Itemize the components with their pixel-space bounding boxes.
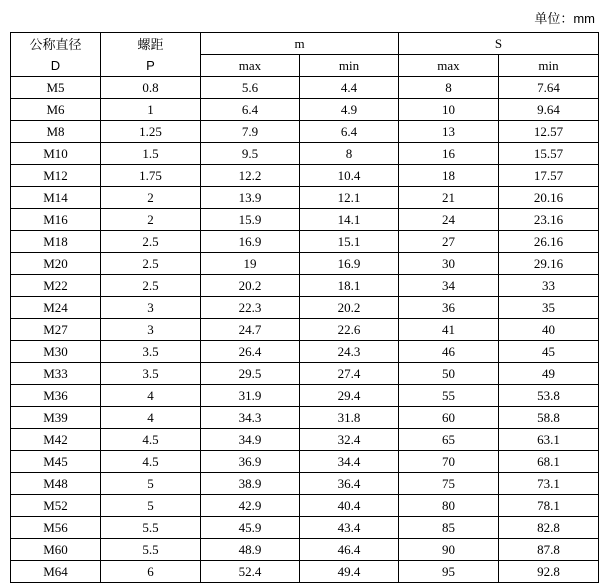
cell-s-max: 85 <box>399 517 499 539</box>
cell-s-max: 41 <box>399 319 499 341</box>
cell-s-min: 49 <box>499 363 599 385</box>
cell-s-max: 46 <box>399 341 499 363</box>
cell-s-max: 8 <box>399 77 499 99</box>
table-row <box>11 517 599 539</box>
unit-note: 单位：mm <box>534 11 595 26</box>
cell-m-min: 20.2 <box>300 297 399 319</box>
cell-pitch: 2 <box>101 187 201 209</box>
table-row <box>11 385 599 407</box>
table-row <box>11 473 599 495</box>
cell-s-max: 24 <box>399 209 499 231</box>
table-row <box>11 275 599 297</box>
table-row <box>11 99 599 121</box>
table-row <box>11 253 599 275</box>
table-body <box>11 77 599 583</box>
cell-s-max: 13 <box>399 121 499 143</box>
cell-m-min: 32.4 <box>300 429 399 451</box>
cell-m-min: 43.4 <box>300 517 399 539</box>
cell-nominal-diameter: M36 <box>11 385 101 407</box>
table-row <box>11 121 599 143</box>
cell-m-max: 52.4 <box>201 561 300 583</box>
cell-s-min: 73.1 <box>499 473 599 495</box>
cell-s-min: 33 <box>499 275 599 297</box>
cell-s-min: 17.57 <box>499 165 599 187</box>
cell-s-max: 80 <box>399 495 499 517</box>
cell-m-max: 19 <box>201 253 300 275</box>
cell-m-min: 24.3 <box>300 341 399 363</box>
cell-m-max: 31.9 <box>201 385 300 407</box>
cell-nominal-diameter: M39 <box>11 407 101 429</box>
cell-m-min: 6.4 <box>300 121 399 143</box>
cell-nominal-diameter: M16 <box>11 209 101 231</box>
cell-s-min: 82.8 <box>499 517 599 539</box>
cell-m-max: 9.5 <box>201 143 300 165</box>
table-header-row-groups <box>11 33 599 55</box>
cell-m-max: 42.9 <box>201 495 300 517</box>
table-row <box>11 143 599 165</box>
cell-nominal-diameter: M14 <box>11 187 101 209</box>
table-row <box>11 429 599 451</box>
cell-m-max: 48.9 <box>201 539 300 561</box>
cell-s-max: 10 <box>399 99 499 121</box>
cell-pitch: 2 <box>101 209 201 231</box>
cell-pitch: 5 <box>101 473 201 495</box>
column-header-nominal-diameter-line1: 公称直径 <box>29 36 82 52</box>
cell-nominal-diameter: M30 <box>11 341 101 363</box>
column-header-m-max: max <box>201 55 300 77</box>
cell-nominal-diameter: M12 <box>11 165 101 187</box>
cell-nominal-diameter: M18 <box>11 231 101 253</box>
cell-s-max: 65 <box>399 429 499 451</box>
cell-s-max: 16 <box>399 143 499 165</box>
cell-pitch: 5 <box>101 495 201 517</box>
cell-s-min: 87.8 <box>499 539 599 561</box>
cell-pitch: 1.75 <box>101 165 201 187</box>
column-header-pitch-line1: 螺距 <box>137 36 164 52</box>
cell-m-min: 14.1 <box>300 209 399 231</box>
cell-pitch: 3.5 <box>101 341 201 363</box>
cell-m-min: 34.4 <box>300 451 399 473</box>
cell-pitch: 4 <box>101 407 201 429</box>
table-row <box>11 231 599 253</box>
cell-nominal-diameter: M52 <box>11 495 101 517</box>
cell-s-min: 7.64 <box>499 77 599 99</box>
column-group-header-s: S <box>399 33 599 55</box>
cell-pitch: 2.5 <box>101 275 201 297</box>
column-header-nominal-diameter-line2: D <box>50 57 61 73</box>
cell-m-max: 29.5 <box>201 363 300 385</box>
cell-m-max: 20.2 <box>201 275 300 297</box>
cell-m-min: 31.8 <box>300 407 399 429</box>
cell-s-max: 70 <box>399 451 499 473</box>
cell-m-max: 15.9 <box>201 209 300 231</box>
cell-s-max: 50 <box>399 363 499 385</box>
cell-nominal-diameter: M20 <box>11 253 101 275</box>
cell-m-max: 16.9 <box>201 231 300 253</box>
table-row <box>11 451 599 473</box>
cell-m-min: 29.4 <box>300 385 399 407</box>
table-row <box>11 363 599 385</box>
column-header-m-min: min <box>300 55 399 77</box>
cell-m-min: 49.4 <box>300 561 399 583</box>
cell-s-max: 21 <box>399 187 499 209</box>
cell-m-max: 34.9 <box>201 429 300 451</box>
cell-s-min: 15.57 <box>499 143 599 165</box>
cell-s-max: 60 <box>399 407 499 429</box>
cell-pitch: 1.5 <box>101 143 201 165</box>
table-row <box>11 539 599 561</box>
cell-s-min: 45 <box>499 341 599 363</box>
cell-m-min: 16.9 <box>300 253 399 275</box>
cell-s-max: 95 <box>399 561 499 583</box>
cell-m-min: 27.4 <box>300 363 399 385</box>
cell-s-max: 90 <box>399 539 499 561</box>
cell-m-max: 24.7 <box>201 319 300 341</box>
cell-nominal-diameter: M10 <box>11 143 101 165</box>
cell-s-min: 29.16 <box>499 253 599 275</box>
cell-nominal-diameter: M48 <box>11 473 101 495</box>
table-row <box>11 165 599 187</box>
cell-pitch: 5.5 <box>101 539 201 561</box>
cell-s-max: 30 <box>399 253 499 275</box>
cell-s-max: 36 <box>399 297 499 319</box>
table-row <box>11 297 599 319</box>
cell-m-min: 15.1 <box>300 231 399 253</box>
cell-nominal-diameter: M6 <box>11 99 101 121</box>
thread-specification-table <box>10 32 599 583</box>
cell-s-max: 18 <box>399 165 499 187</box>
cell-m-max: 34.3 <box>201 407 300 429</box>
cell-nominal-diameter: M22 <box>11 275 101 297</box>
cell-s-min: 40 <box>499 319 599 341</box>
cell-m-max: 45.9 <box>201 517 300 539</box>
table-head <box>11 33 599 77</box>
cell-m-min: 12.1 <box>300 187 399 209</box>
cell-m-max: 6.4 <box>201 99 300 121</box>
table-row <box>11 209 599 231</box>
cell-s-max: 55 <box>399 385 499 407</box>
cell-m-min: 18.1 <box>300 275 399 297</box>
cell-pitch: 1 <box>101 99 201 121</box>
cell-m-min: 10.4 <box>300 165 399 187</box>
cell-pitch: 1.25 <box>101 121 201 143</box>
column-header-nominal-diameter <box>11 33 101 77</box>
cell-s-min: 78.1 <box>499 495 599 517</box>
cell-pitch: 3 <box>101 297 201 319</box>
cell-m-min: 4.9 <box>300 99 399 121</box>
cell-m-min: 22.6 <box>300 319 399 341</box>
cell-m-min: 36.4 <box>300 473 399 495</box>
cell-s-min: 12.57 <box>499 121 599 143</box>
table-row <box>11 495 599 517</box>
cell-pitch: 2.5 <box>101 231 201 253</box>
cell-nominal-diameter: M33 <box>11 363 101 385</box>
cell-m-max: 7.9 <box>201 121 300 143</box>
cell-m-max: 38.9 <box>201 473 300 495</box>
cell-s-min: 58.8 <box>499 407 599 429</box>
cell-s-min: 9.64 <box>499 99 599 121</box>
column-header-s-max: max <box>399 55 499 77</box>
cell-nominal-diameter: M56 <box>11 517 101 539</box>
table-row <box>11 187 599 209</box>
cell-s-min: 26.16 <box>499 231 599 253</box>
cell-s-min: 20.16 <box>499 187 599 209</box>
cell-pitch: 2.5 <box>101 253 201 275</box>
cell-m-max: 5.6 <box>201 77 300 99</box>
column-group-header-m: m <box>201 33 399 55</box>
cell-m-max: 12.2 <box>201 165 300 187</box>
cell-nominal-diameter: M60 <box>11 539 101 561</box>
cell-pitch: 4.5 <box>101 451 201 473</box>
cell-nominal-diameter: M27 <box>11 319 101 341</box>
cell-s-min: 53.8 <box>499 385 599 407</box>
cell-m-max: 13.9 <box>201 187 300 209</box>
table-row <box>11 77 599 99</box>
cell-s-min: 92.8 <box>499 561 599 583</box>
cell-m-min: 40.4 <box>300 495 399 517</box>
cell-s-max: 27 <box>399 231 499 253</box>
cell-s-max: 34 <box>399 275 499 297</box>
table-row <box>11 341 599 363</box>
cell-s-min: 68.1 <box>499 451 599 473</box>
cell-pitch: 0.8 <box>101 77 201 99</box>
cell-m-max: 26.4 <box>201 341 300 363</box>
column-header-pitch <box>101 33 201 77</box>
cell-nominal-diameter: M5 <box>11 77 101 99</box>
cell-nominal-diameter: M42 <box>11 429 101 451</box>
table-row <box>11 561 599 583</box>
cell-pitch: 6 <box>101 561 201 583</box>
cell-nominal-diameter: M64 <box>11 561 101 583</box>
cell-pitch: 5.5 <box>101 517 201 539</box>
table-row <box>11 319 599 341</box>
cell-nominal-diameter: M24 <box>11 297 101 319</box>
cell-pitch: 3 <box>101 319 201 341</box>
cell-s-min: 35 <box>499 297 599 319</box>
cell-nominal-diameter: M8 <box>11 121 101 143</box>
cell-m-min: 46.4 <box>300 539 399 561</box>
cell-pitch: 4.5 <box>101 429 201 451</box>
column-header-pitch-line2: P <box>146 57 155 73</box>
cell-m-min: 4.4 <box>300 77 399 99</box>
cell-m-max: 36.9 <box>201 451 300 473</box>
cell-m-max: 22.3 <box>201 297 300 319</box>
cell-pitch: 3.5 <box>101 363 201 385</box>
cell-s-min: 23.16 <box>499 209 599 231</box>
cell-pitch: 4 <box>101 385 201 407</box>
column-header-s-min: min <box>499 55 599 77</box>
cell-s-min: 63.1 <box>499 429 599 451</box>
cell-m-min: 8 <box>300 143 399 165</box>
table-row <box>11 407 599 429</box>
cell-s-max: 75 <box>399 473 499 495</box>
cell-nominal-diameter: M45 <box>11 451 101 473</box>
